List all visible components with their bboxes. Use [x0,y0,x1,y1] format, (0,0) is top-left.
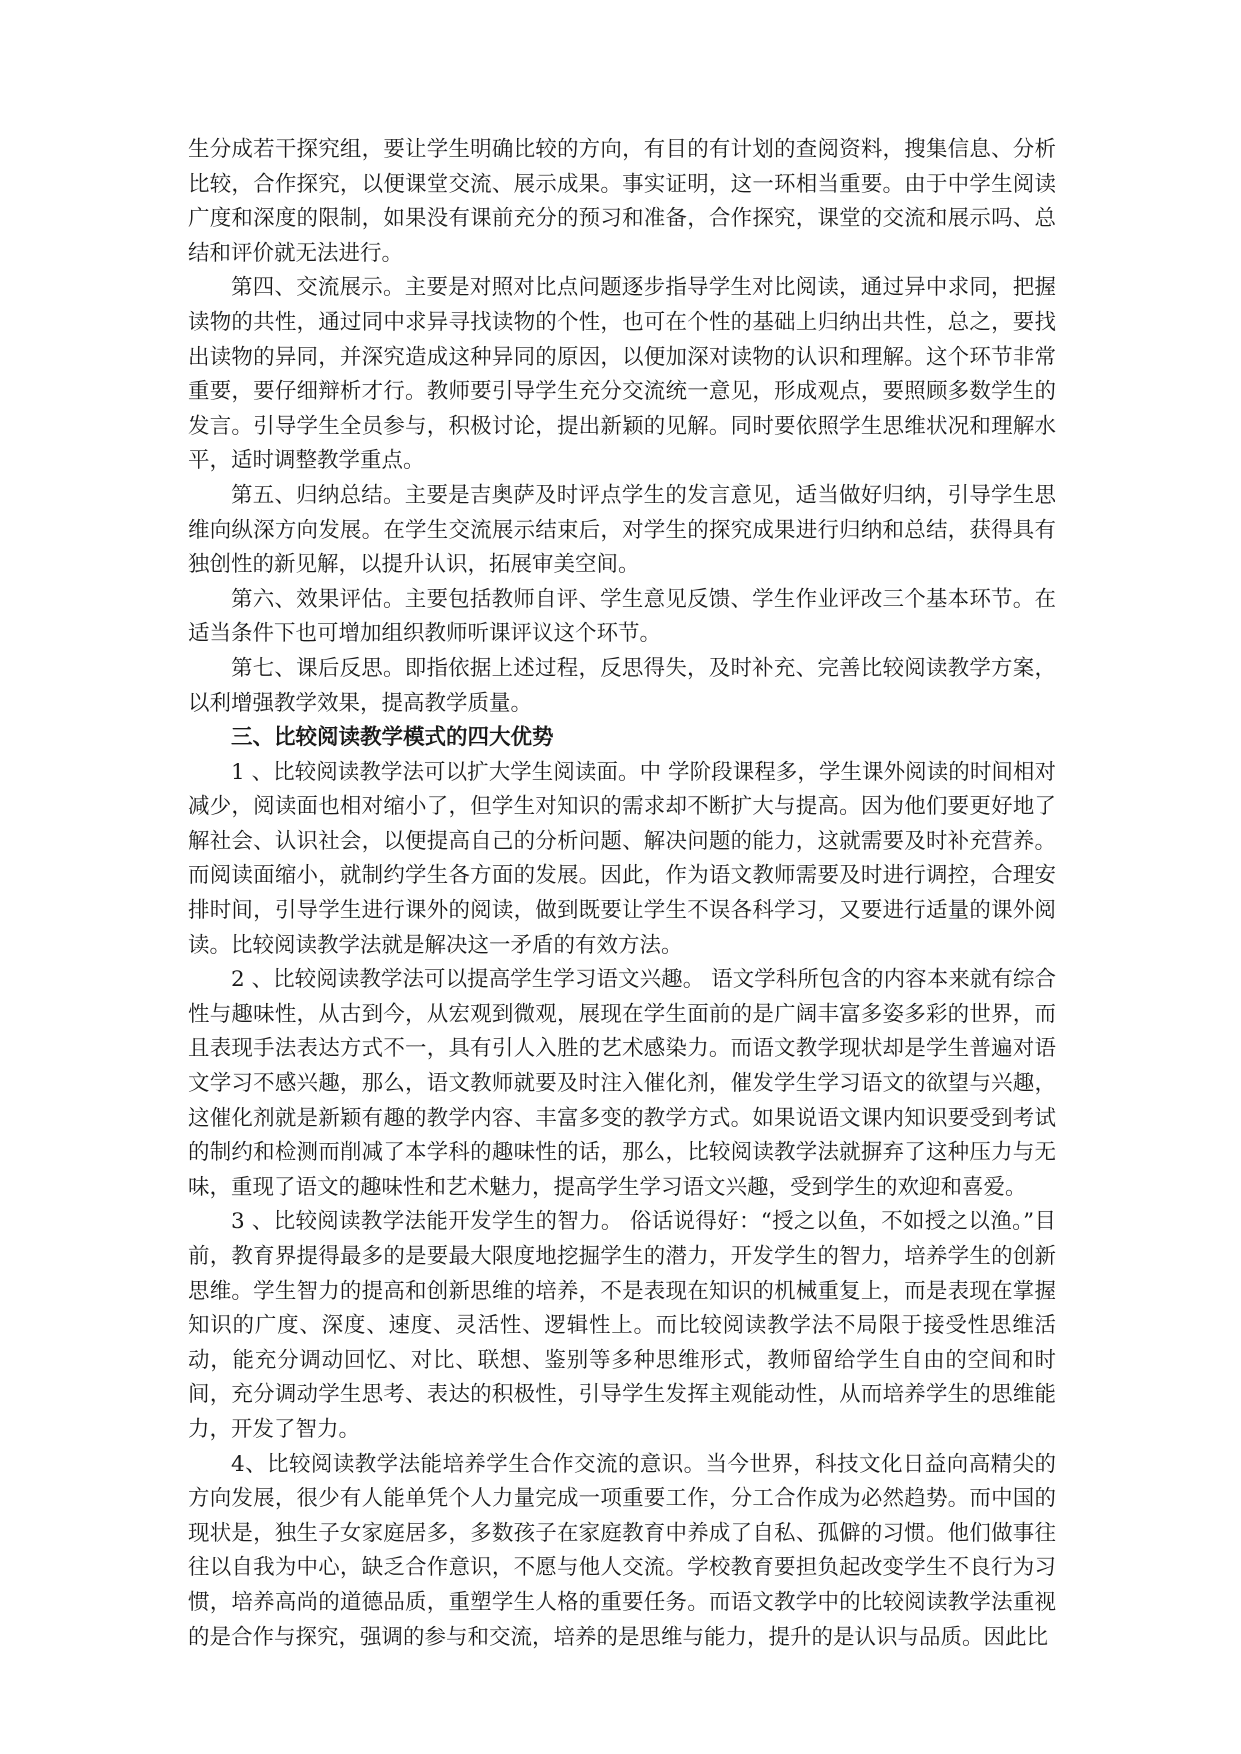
paragraph-advantage-three: 3 、比较阅读教学法能开发学生的智力。 俗话说得好：“授之以鱼，不如授之以渔。”目前，教育界提得最多的是要最大限度地挖掘学生的潜力，开发学生的智力，培养学生的创新思维。学生智力的提高和创新思维的培养，不是表现在知识的机械重复上，而是表现在掌握知识的广度、深度、速度、灵活性、逻辑性上。而比较阅读教学法不局限于接受性思维活动，能充分调动回忆、对比、联想、鉴别等多种思维形式，教师留给学生自由的空间和时间，充分调动学生思考、表达的积极性，引导学生发挥主观能动性，从而培养学生的思维能力，开发了智力。 [188,1209,1056,1442]
paragraph-step-seven: 第七、课后反思。即指依据上述过程，反思得失，及时补充、完善比较阅读教学方案，以利增强教学效果，提高教学质量。 [188,655,1056,716]
paragraph-step-five: 第五、归纳总结。主要是吉奥萨及时评点学生的发言意见，适当做好归纳，引导学生思维向纵深方向发展。在学生交流展示结束后，对学生的探究成果进行归纳和总结，获得具有独创性的新见解，以提升认识，拓展审美空间。 [188,482,1056,578]
paragraph-step-six: 第六、效果评估。主要包括教师自评、学生意见反馈、学生作业评改三个基本环节。在适当条件下也可增加组织教师听课评议这个环节。 [188,586,1056,647]
paragraph-advantage-two: 2 、比较阅读教学法可以提高学生学习语文兴趣。 语文学科所包含的内容本来就有综合性与趣味性，从古到今，从宏观到微观，展现在学生面前的是广阔丰富多姿多彩的世界，而且表现手法表达方式不一，具有引人入胜的艺术感染力。而语文教学现状却是学生普遍对语文学习不感兴趣，那么，语文教师就要及时注入催化剂，催发学生学习语文的欲望与兴趣，这催化剂就是新颖有趣的教学内容、丰富多变的教学方式。如果说语文课内知识要受到考试的制约和检测而削减了本学科的趣味性的话，那么，比较阅读教学法就摒弃了这种压力与无味，重现了语文的趣味性和艺术魅力，提高学生学习语文兴趣，受到学生的欢迎和喜爱。 [188,967,1056,1200]
paragraph-advantage-four: 4、比较阅读教学法能培养学生合作交流的意识。当今世界，科技文化日益向高精尖的方向发展，很少有人能单凭个人力量完成一项重要工作，分工合作成为必然趋势。而中国的现状是，独生子女家庭居多，多数孩子在家庭教育中养成了自私、孤僻的习惯。他们做事往往以自我为中心，缺乏合作意识，不愿与他人交流。学校教育要担负起改变学生不良行为习惯，培养高尚的道德品质，重塑学生人格的重要任务。而语文教学中的比较阅读教学法重视的是合作与探究，强调的参与和交流，培养的是思维与能力，提升的是认识与品质。因此比 [188,1451,1056,1650]
paragraph-advantage-one: 1 、比较阅读教学法可以扩大学生阅读面。中 学阶段课程多，学生课外阅读的时间相对减少，阅读面也相对缩小了，但学生对知识的需求却不断扩大与提高。因为他们要更好地了解社会、认识社会，以便提高自己的分析问题、解决问题的能力，这就需要及时补充营养。而阅读面缩小，就制约学生各方面的发展。因此，作为语文教师需要及时进行调控，合理安排时间，引导学生进行课外的阅读，做到既要让学生不误各科学习，又要进行适量的课外阅读。比较阅读教学法就是解决这一矛盾的有效方法。 [188,759,1056,958]
paragraph-continuation: 生分成若干探究组，要让学生明确比较的方向，有目的有计划的查阅资料，搜集信息、分析比较，合作探究，以便课堂交流、展示成果。事实证明，这一环相当重要。由于中学生阅读广度和深度的限制，如果没有课前充分的预习和准备，合作探究，课堂的交流和展示吗、总结和评价就无法进行。 [188,137,1056,266]
document-page [188,133,1056,1655]
section-heading: 三、比较阅读教学模式的四大优势 [231,725,554,751]
paragraph-step-four: 第四、交流展示。主要是对照对比点问题逐步指导学生对比阅读，通过异中求同，把握读物的共性，通过同中求异寻找读物的个性，也可在个性的基础上归纳出共性，总之，要找出读物的异同，并深究造成这种异同的原因，以便加深对读物的认识和理解。这个环节非常重要，要仔细辩析才行。教师要引导学生充分交流统一意见，形成观点，要照顾多数学生的发言。引导学生全员参与，积极讨论，提出新颖的见解。同时要依照学生思维状况和理解水平，适时调整教学重点。 [188,275,1056,474]
